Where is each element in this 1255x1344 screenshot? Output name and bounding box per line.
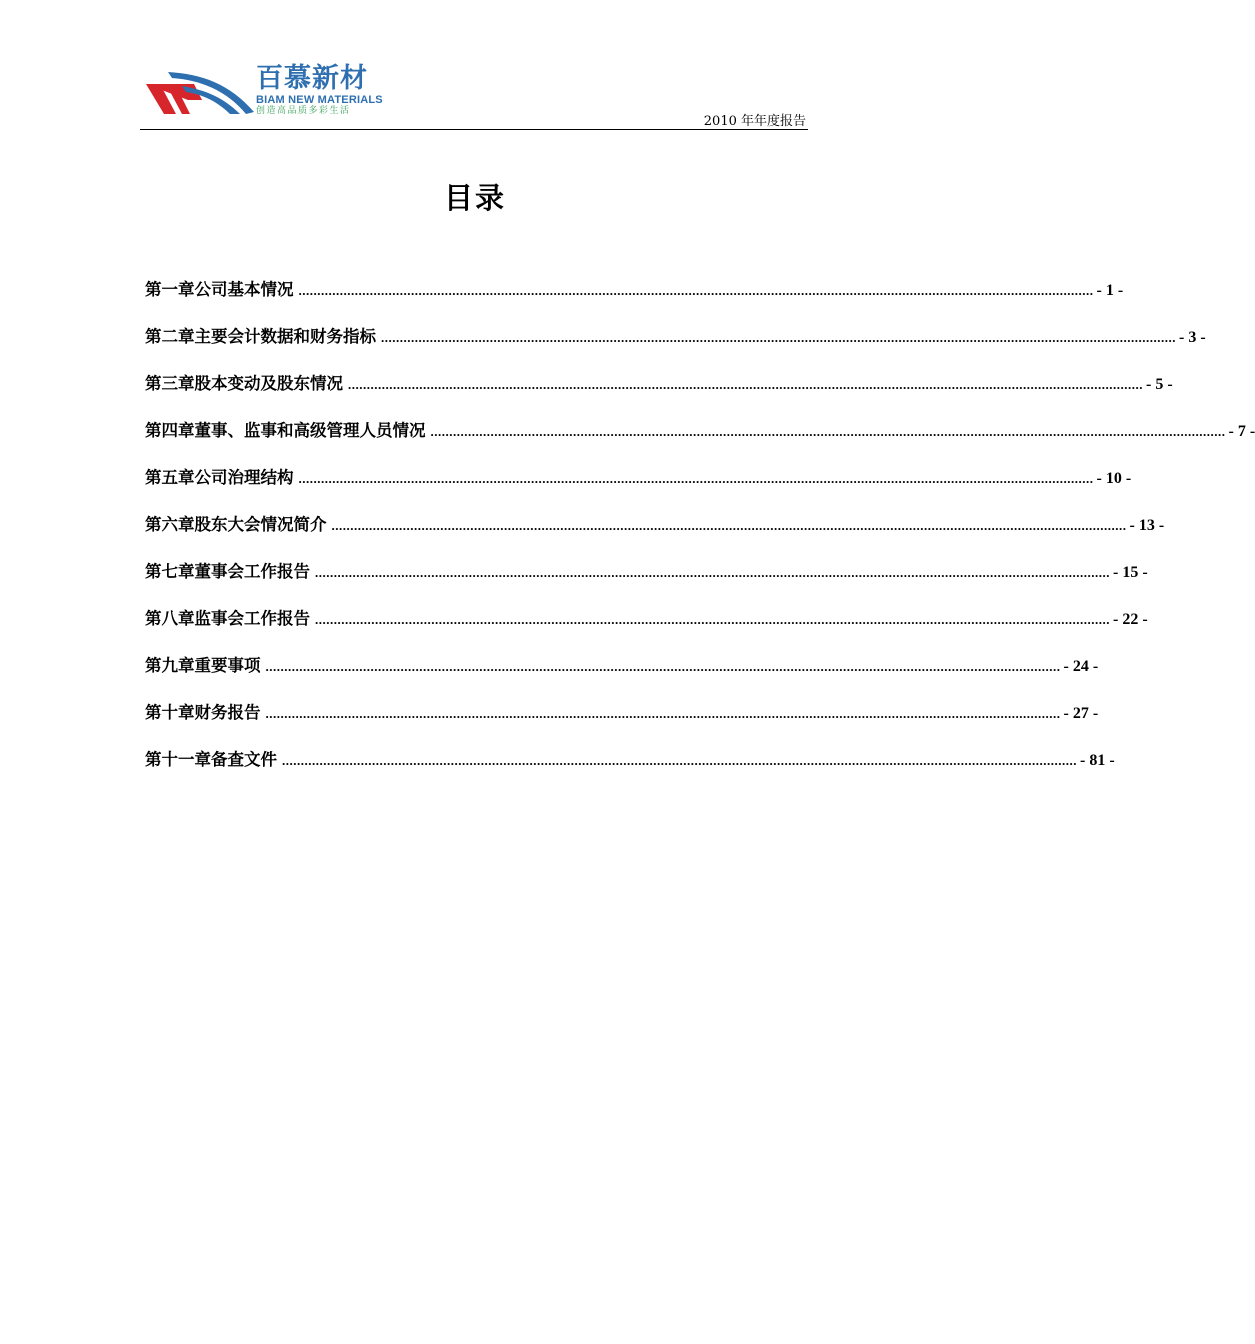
toc-dot-leader: .................................................................................................................................................................................................................... bbox=[430, 424, 1226, 439]
toc-chapter-title: 股本变动及股东情况 bbox=[194, 374, 343, 393]
toc-chapter-number: 第十章 bbox=[145, 703, 195, 722]
toc-dot-leader: .................................................................................................................................................................................................................... bbox=[315, 612, 1110, 627]
toc-entry[interactable] bbox=[145, 276, 1124, 323]
toc-page-number: - 3 - bbox=[1179, 329, 1206, 346]
toc-chapter-title: 董事会工作报告 bbox=[194, 562, 310, 581]
toc-chapter-number: 第九章 bbox=[145, 656, 195, 675]
toc-entry[interactable] bbox=[145, 323, 1206, 370]
toc-dot-leader: .................................................................................................................................................................................................................... bbox=[265, 659, 1061, 674]
toc-chapter-number: 第一章 bbox=[145, 280, 195, 299]
toc-dot-leader: .................................................................................................................................................................................................................... bbox=[265, 706, 1061, 721]
toc-page-number: - 13 - bbox=[1129, 517, 1165, 534]
toc-chapter-title: 公司治理结构 bbox=[194, 468, 294, 487]
toc-chapter-title: 重要事项 bbox=[194, 656, 261, 675]
toc-dot-leader: .................................................................................................................................................................................................................... bbox=[298, 471, 1094, 486]
toc-chapter-number: 第十一章 bbox=[145, 750, 211, 769]
toc-chapter-title: 监事会工作报告 bbox=[194, 609, 310, 628]
page-header bbox=[140, 60, 808, 132]
toc-chapter-number: 第三章 bbox=[145, 374, 195, 393]
toc-entry[interactable] bbox=[145, 511, 1165, 558]
toc-page-number: - 1 - bbox=[1096, 282, 1124, 299]
toc-dot-leader: .................................................................................................................................................................................................................... bbox=[381, 330, 1176, 345]
toc-entry[interactable] bbox=[145, 464, 1132, 511]
logo-text bbox=[256, 64, 396, 117]
toc-page-number: - 7 - bbox=[1228, 423, 1255, 440]
toc-entry[interactable] bbox=[145, 417, 1255, 464]
toc-dot-leader: .................................................................................................................................................................................................................... bbox=[331, 518, 1127, 533]
toc-page-number: - 24 - bbox=[1063, 658, 1099, 675]
toc-chapter-number: 第八章 bbox=[145, 609, 195, 628]
report-label: 2010 年年度报告 bbox=[703, 114, 806, 129]
toc-page-number: - 5 - bbox=[1146, 376, 1173, 393]
logo-name-cn: 百慕新材 bbox=[256, 63, 368, 94]
toc-page-number: - 27 - bbox=[1063, 705, 1099, 722]
toc-chapter-title: 主要会计数据和财务指标 bbox=[194, 327, 376, 346]
company-logo-icon bbox=[142, 70, 254, 118]
table-of-contents bbox=[145, 276, 1255, 793]
toc-entry[interactable] bbox=[145, 699, 1099, 746]
page-title: 目录 bbox=[443, 181, 506, 215]
toc-entry[interactable] bbox=[145, 558, 1148, 605]
toc-entry[interactable] bbox=[145, 746, 1115, 793]
toc-chapter-title: 备查文件 bbox=[211, 750, 277, 769]
toc-dot-leader: .................................................................................................................................................................................................................... bbox=[282, 753, 1077, 768]
toc-chapter-title: 公司基本情况 bbox=[194, 280, 294, 299]
toc-page-number: - 10 - bbox=[1096, 470, 1132, 487]
toc-page-number: - 15 - bbox=[1113, 564, 1148, 581]
toc-chapter-title: 股东大会情况简介 bbox=[194, 515, 327, 534]
toc-page-number: - 22 - bbox=[1113, 611, 1148, 628]
toc-chapter-number: 第四章 bbox=[145, 421, 195, 440]
toc-chapter-number: 第五章 bbox=[145, 468, 195, 487]
toc-dot-leader: .................................................................................................................................................................................................................... bbox=[298, 283, 1094, 298]
toc-chapter-number: 第二章 bbox=[145, 327, 195, 346]
toc-entry[interactable] bbox=[145, 605, 1148, 652]
toc-dot-leader: .................................................................................................................................................................................................................... bbox=[315, 565, 1110, 580]
toc-chapter-number: 第七章 bbox=[145, 562, 195, 581]
logo-name-en: BIAM NEW MATERIALS bbox=[256, 94, 383, 106]
toc-chapter-number: 第六章 bbox=[145, 515, 195, 534]
logo-slogan: 创造高品质多彩生活 bbox=[256, 106, 351, 116]
toc-chapter-title: 财务报告 bbox=[194, 703, 261, 722]
header-divider bbox=[140, 129, 808, 130]
toc-entry[interactable] bbox=[145, 652, 1099, 699]
toc-dot-leader: .................................................................................................................................................................................................................... bbox=[348, 377, 1143, 392]
toc-chapter-title: 董事、监事和高级管理人员情况 bbox=[194, 421, 426, 440]
toc-page-number: - 81 - bbox=[1080, 752, 1115, 769]
toc-entry[interactable] bbox=[145, 370, 1173, 417]
